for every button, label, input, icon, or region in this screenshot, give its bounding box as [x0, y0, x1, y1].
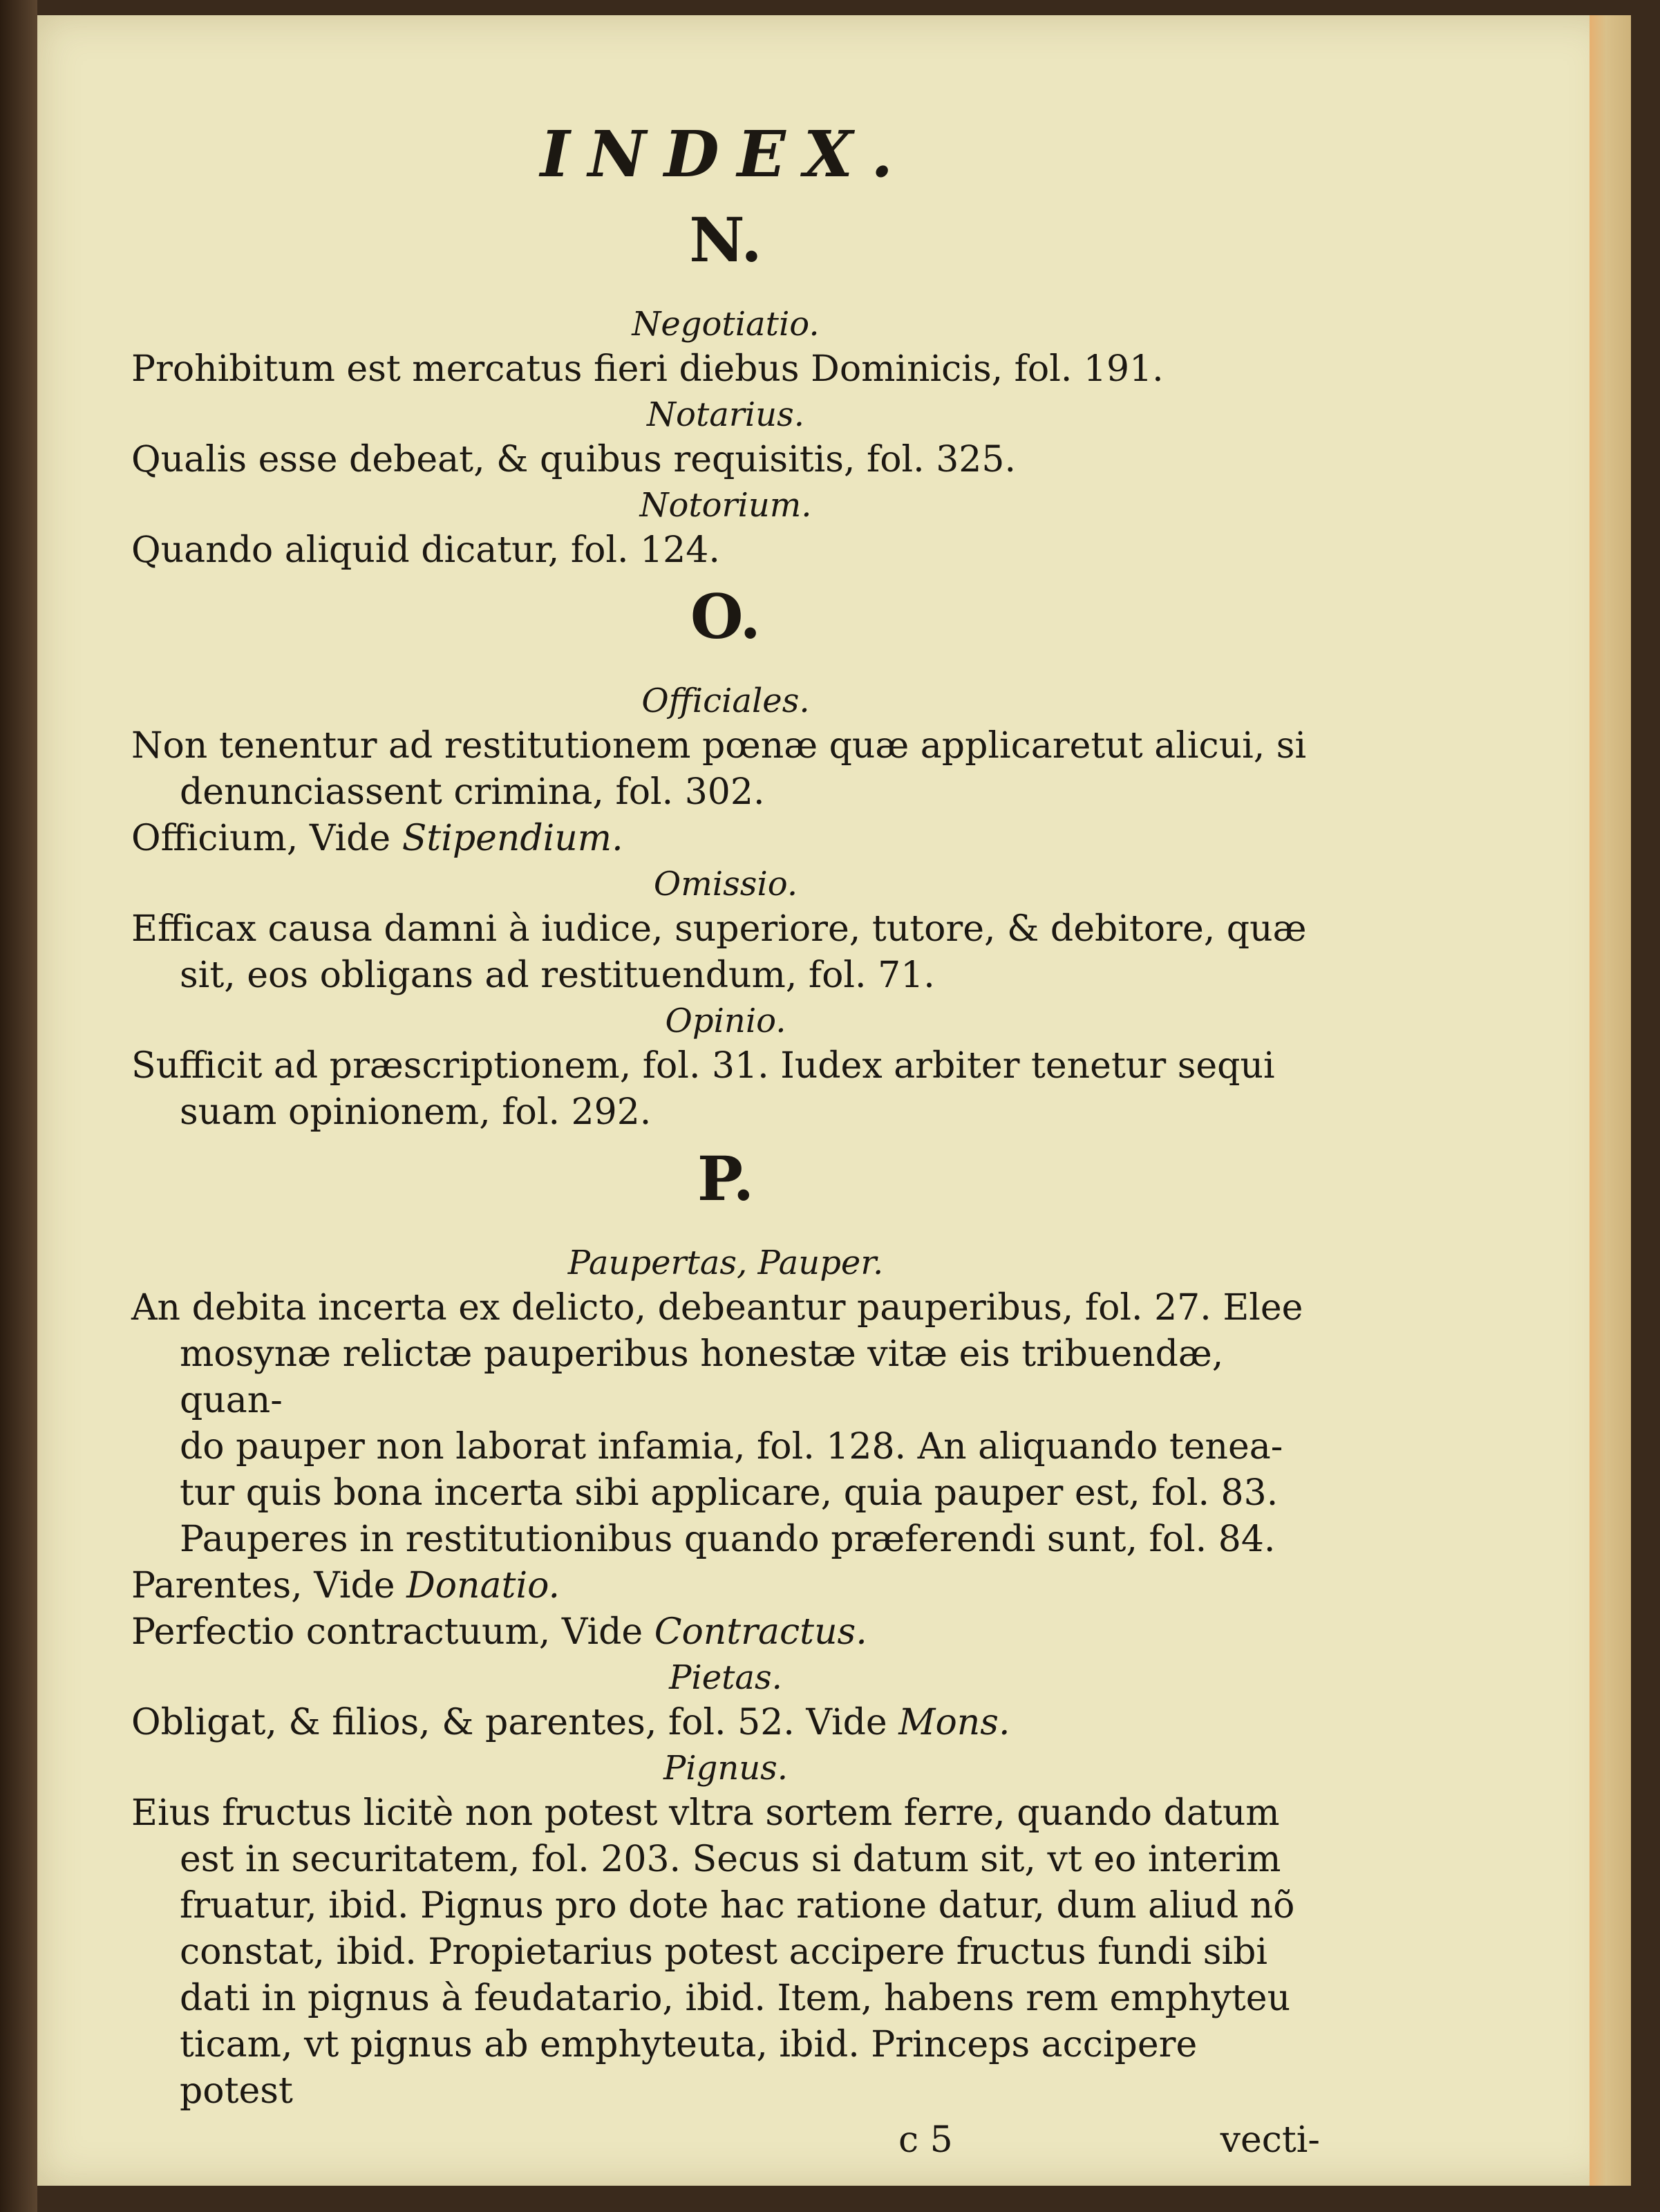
- entry-line: [131, 1929, 1320, 1976]
- entry-line: [131, 1089, 1320, 1136]
- entry-text: Non tenentur ad restitutionem pœnæ quæ applicaretut alicui, si: [131, 725, 1307, 767]
- entry-heading: Omissio.: [653, 865, 798, 903]
- entry-line: [131, 1700, 1320, 1746]
- entry-heading: Pietas.: [669, 1658, 782, 1697]
- cross-reference: Contractus.: [654, 1611, 867, 1653]
- entry-text: dati in pignus à feudatario, ibid. Item, habens rem emphyteu: [180, 1978, 1291, 2019]
- entry-text: mosynæ relictæ pauperibus honestæ vitæ eis tribuendæ, quan-: [180, 1333, 1224, 1421]
- index-entry: [131, 1043, 1320, 1136]
- entry-heading: Notarius.: [647, 395, 804, 434]
- entry-text: sit, eos obligans ad restituendum, fol. 71.: [180, 955, 935, 996]
- entry-line: [131, 1883, 1320, 1929]
- entry-line: [131, 769, 1320, 816]
- index-entry: [131, 346, 1320, 393]
- entry-line: [131, 1790, 1320, 1837]
- entry-heading: Opinio.: [665, 1002, 786, 1040]
- entry-line: [131, 1285, 1320, 1331]
- entry-line: [131, 1470, 1320, 1517]
- entry-text: fruatur, ibid. Pignus pro dote hac ratione datur, dum aliud nõ: [180, 1885, 1295, 1927]
- entry-text: ticam, vt pignus ab emphyteuta, ibid. Princeps accipere potest: [180, 2024, 1198, 2112]
- entry-text: Prohibitum est mercatus fieri diebus Dominicis, fol. 191.: [131, 348, 1164, 390]
- entry-text: Parentes, Vide: [131, 1565, 395, 1606]
- entry-line: [131, 1517, 1320, 1563]
- cross-reference: Mons.: [898, 1702, 1010, 1743]
- entry-line: [131, 1976, 1320, 2022]
- entry-line: [131, 1837, 1320, 1883]
- entry-text: Officium, Vide: [131, 818, 391, 859]
- entry-heading: Notorium.: [639, 486, 812, 525]
- page-title: INDEX.: [540, 117, 912, 191]
- index-entry: [131, 527, 1320, 574]
- cross-reference: Donatio.: [406, 1565, 560, 1606]
- entry-heading: Paupertas, Pauper.: [567, 1244, 884, 1282]
- entry-line: [131, 1424, 1320, 1470]
- entry-heading: Officiales.: [641, 682, 810, 720]
- entry-text: do pauper non laborat infamia, fol. 128. An aliquando tenea-: [180, 1426, 1283, 1468]
- entry-line: [131, 1609, 1320, 1656]
- section-letter: O.: [690, 581, 762, 653]
- entry-line: [131, 1331, 1320, 1424]
- entry-text: Quando aliquid dicatur, fol. 124.: [131, 529, 720, 571]
- index-sections: [131, 205, 1320, 2115]
- entry-line: [131, 723, 1320, 769]
- index-entry: [131, 1700, 1320, 1746]
- index-entry: [131, 1563, 1320, 1609]
- entry-text: denunciassent crimina, fol. 302.: [180, 771, 765, 813]
- entry-text: Perfectio contractuum, Vide: [131, 1611, 643, 1653]
- entry-text: tur quis bona incerta sibi applicare, quia pauper est, fol. 83.: [180, 1472, 1279, 1514]
- cross-reference: Stipendium.: [402, 818, 623, 859]
- entry-line: [131, 1563, 1320, 1609]
- entry-line: [131, 527, 1320, 574]
- page-footer: [131, 2117, 1320, 2164]
- page-edge-right: [1590, 15, 1631, 2186]
- entry-text: constat, ibid. Propietarius potest accipere fructus fundi sibi: [180, 1931, 1267, 1973]
- entry-line: [131, 1043, 1320, 1089]
- index-text: [131, 117, 1320, 2164]
- entry-line: [131, 906, 1320, 953]
- entry-text: Pauperes in restitutionibus quando præferendi sunt, fol. 84.: [180, 1519, 1276, 1560]
- entry-heading: Pignus.: [663, 1749, 789, 1788]
- entry-line: [131, 816, 1320, 862]
- signature-mark: c 5: [898, 2119, 953, 2161]
- index-entry: [131, 1609, 1320, 1656]
- entry-line: [131, 346, 1320, 393]
- entry-text: Eius fructus licitè non potest vltra sortem ferre, quando datum: [131, 1792, 1280, 1834]
- entry-heading: Negotiatio.: [632, 305, 820, 344]
- index-entry: [131, 816, 1320, 862]
- catchword: vecti-: [1220, 2119, 1320, 2161]
- entry-text: est in securitatem, fol. 203. Secus si datum sit, vt eo interim: [180, 1839, 1281, 1880]
- index-entry: [131, 906, 1320, 999]
- entry-line: [131, 953, 1320, 999]
- entry-text: An debita incerta ex delicto, debeantur pauperibus, fol. 27. Elee: [131, 1287, 1303, 1329]
- book-binding-left: [0, 0, 37, 2212]
- entry-line: [131, 2022, 1320, 2115]
- entry-line: [131, 437, 1320, 483]
- index-entry: [131, 1790, 1320, 2115]
- entry-text: Qualis esse debeat, & quibus requisitis, fol. 325.: [131, 439, 1016, 480]
- section-letter: N.: [689, 204, 762, 276]
- index-entry: [131, 1285, 1320, 1563]
- entry-text: Obligat, & filios, & parentes, fol. 52. Vide: [131, 1702, 887, 1743]
- index-entry: [131, 437, 1320, 483]
- entry-text: Sufficit ad præscriptionem, fol. 31. Iudex arbiter tenetur sequi: [131, 1045, 1275, 1087]
- entry-text: Efficax causa damni à iudice, superiore, tutore, & debitore, quæ: [131, 908, 1307, 950]
- entry-text: suam opinionem, fol. 292.: [180, 1091, 652, 1133]
- index-entry: [131, 723, 1320, 816]
- section-letter: P.: [697, 1143, 755, 1215]
